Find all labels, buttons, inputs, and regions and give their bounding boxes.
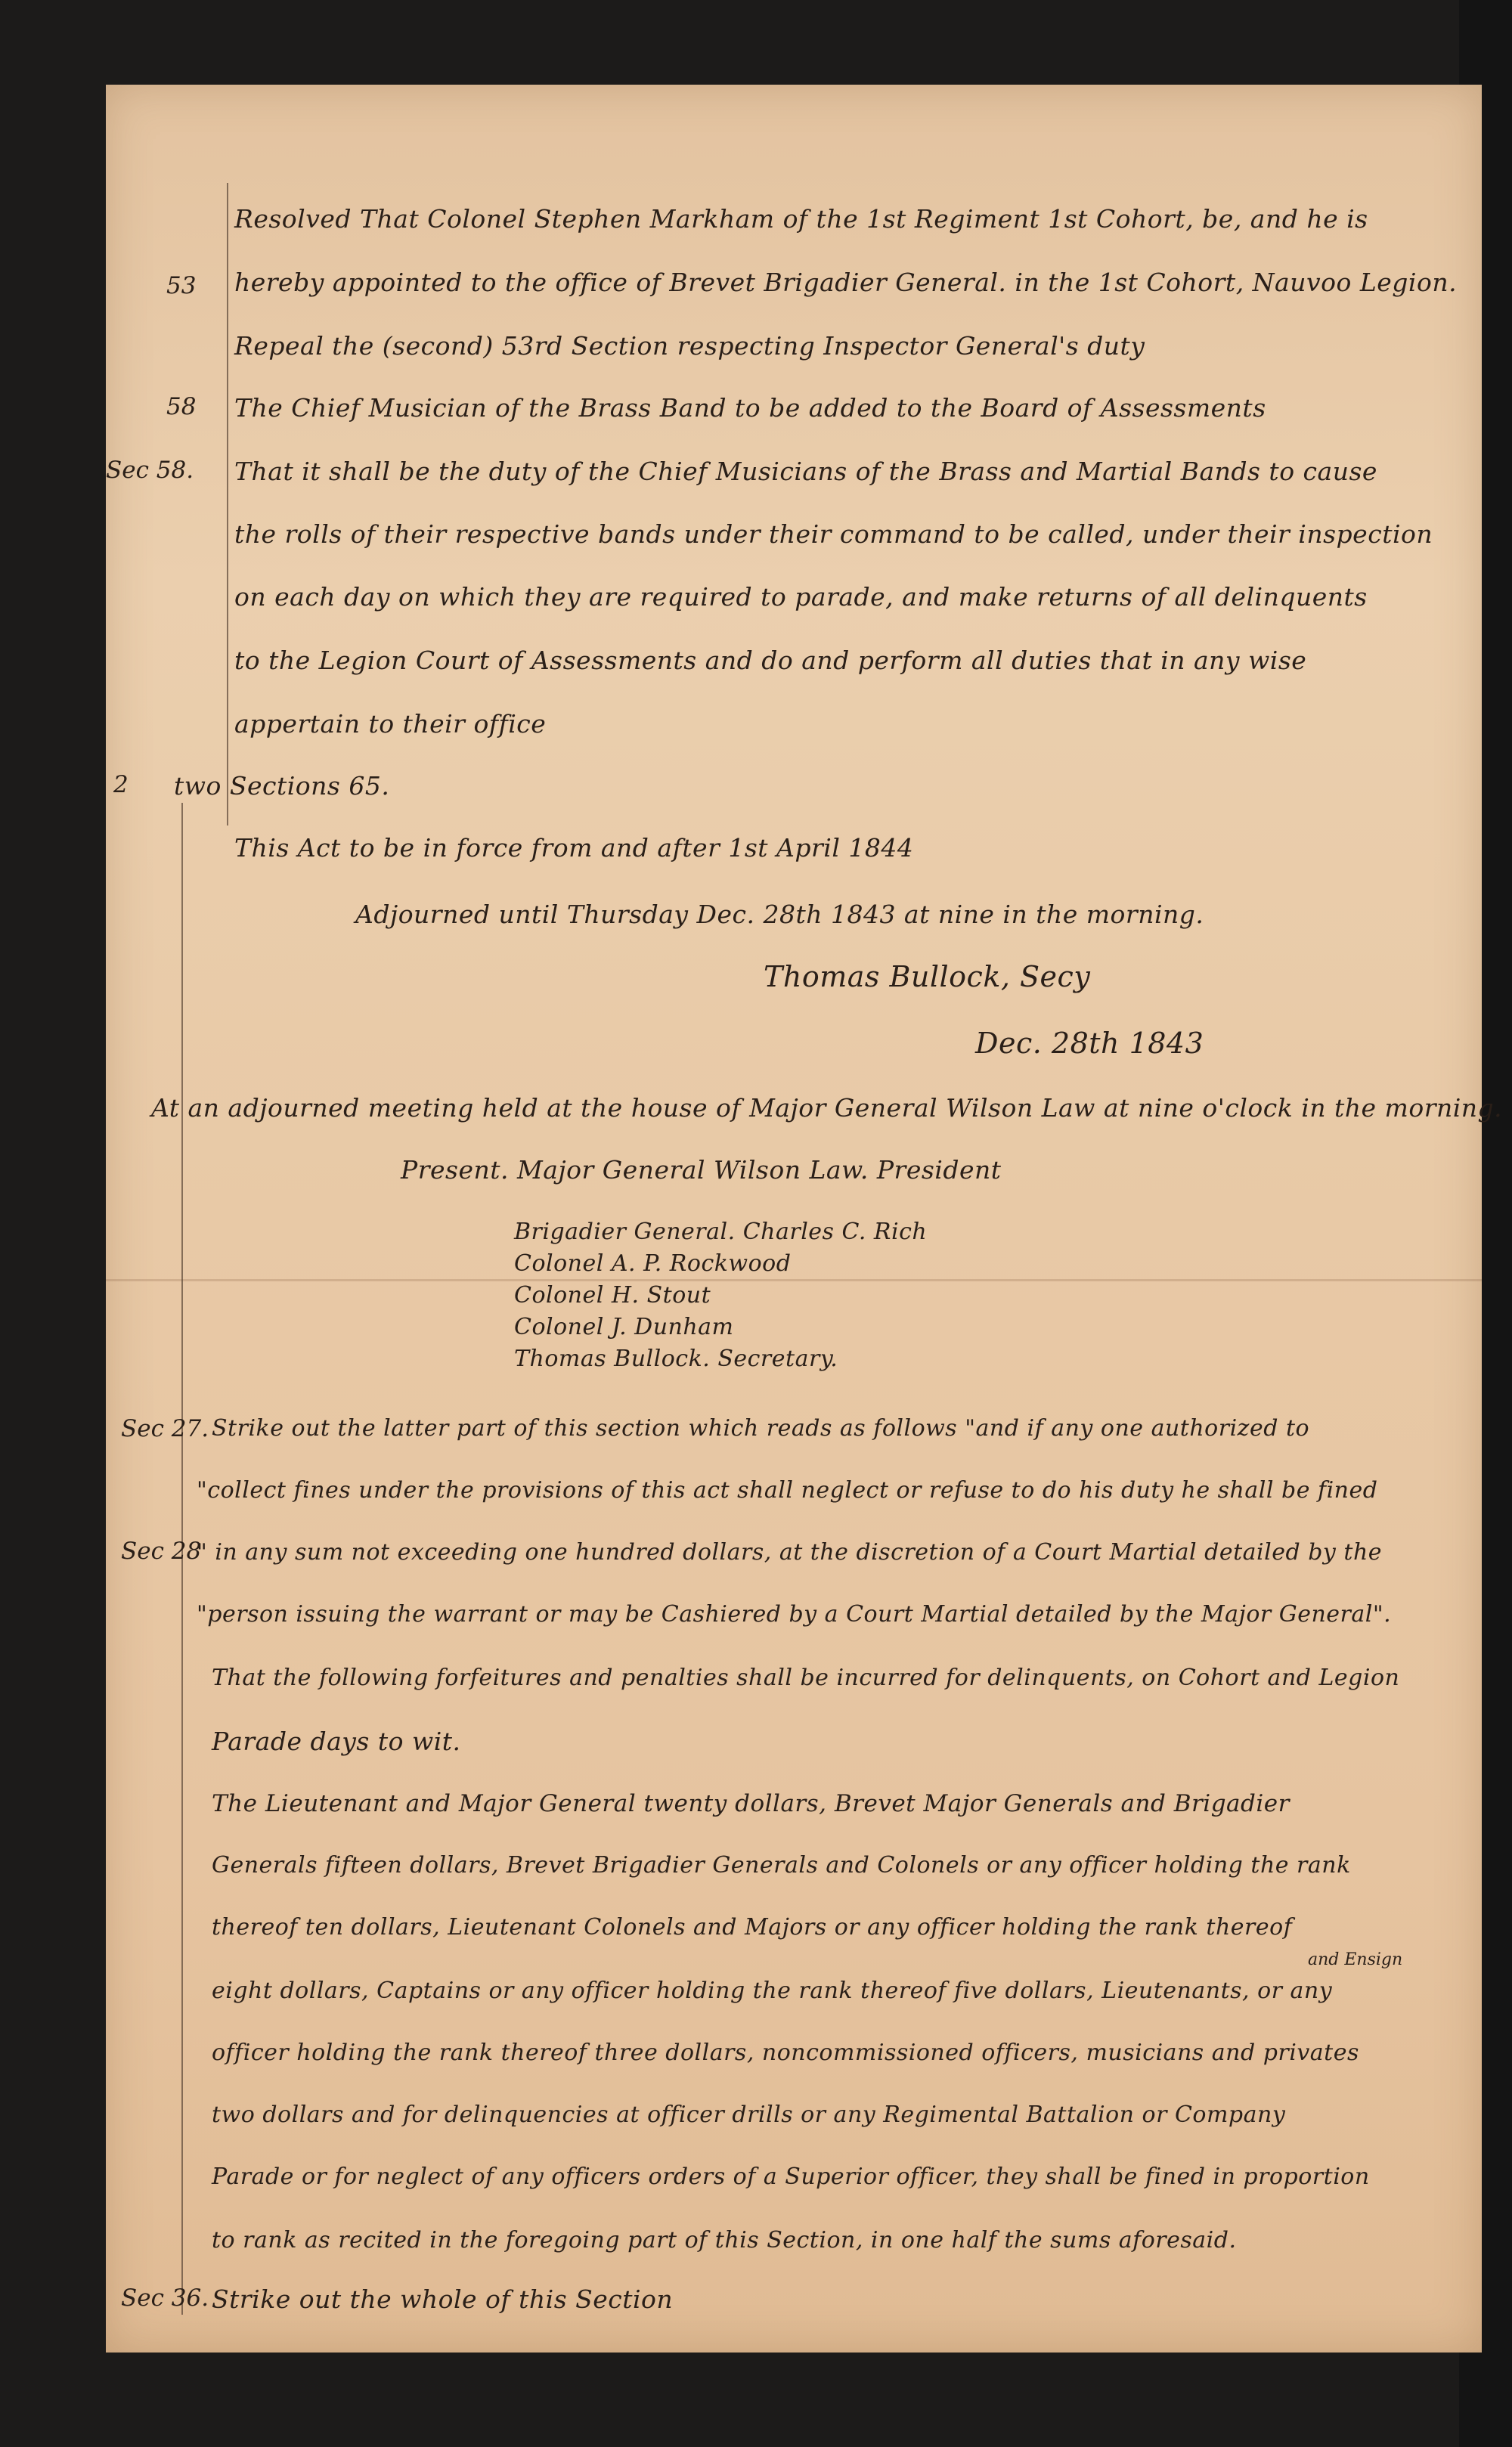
- margin-note: Sec 27.: [121, 1415, 209, 1442]
- text-line: That the following forfeitures and penalties shall be incurred for delinquents, on Cohort and Legion: [212, 1665, 1400, 1691]
- signature-line: Thomas Bullock, Secy: [764, 960, 1091, 993]
- text-line: Strike out the latter part of this section which reads as follows "and if any one authorized to: [212, 1415, 1310, 1442]
- text-line: At an adjourned meeting held at the house of Major General Wilson Law at nine o'clock in the morning.: [151, 1093, 1503, 1123]
- text-line: This Act to be in force from and after 1st April 1844: [234, 833, 914, 863]
- text-line: The Chief Musician of the Brass Band to be added to the Board of Assessments: [234, 393, 1266, 423]
- text-line: " in any sum not exceeding one hundred dollars, at the discretion of a Court Martial detailed by the: [197, 1539, 1383, 1566]
- text-line: the rolls of their respective bands under their command to be called, under their inspection: [234, 519, 1433, 549]
- attendee-line: Brigadier General. Charles C. Rich: [514, 1219, 928, 1245]
- margin-note: 58: [166, 393, 197, 420]
- margin-note: 53: [166, 272, 197, 299]
- text-line: hereby appointed to the office of Brevet Brigadier General. in the 1st Cohort, Nauvoo Legion.: [234, 268, 1458, 297]
- margin-bracket: [227, 183, 228, 825]
- text-line: Adjourned until Thursday Dec. 28th 1843 at nine in the morning.: [355, 900, 1204, 929]
- text-line: thereof ten dollars, Lieutenant Colonels and Majors or any officer holding the rank thereof: [212, 1914, 1293, 1941]
- text-line: "collect fines under the provisions of this act shall neglect or refuse to do his duty he shall be fined: [197, 1477, 1378, 1504]
- text-line: Strike out the whole of this Section: [212, 2284, 674, 2314]
- text-line: Generals fifteen dollars, Brevet Brigadier Generals and Colonels or any officer holding the rank: [212, 1852, 1351, 1879]
- text-line: two Sections 65.: [174, 771, 390, 801]
- text-line: officer holding the rank thereof three dollars, noncommissioned officers, musicians and privates: [212, 2040, 1359, 2066]
- margin-note: Sec 28: [121, 1538, 202, 1565]
- date-line: Dec. 28th 1843: [975, 1027, 1204, 1060]
- text-line: "person issuing the warrant or may be Cashiered by a Court Martial detailed by the Major General".: [197, 1601, 1392, 1628]
- margin-note: 2: [113, 771, 129, 798]
- text-line: appertain to their office: [234, 709, 547, 739]
- text-line: Parade or for neglect of any officers orders of a Superior officer, they shall be fined in proportion: [212, 2164, 1370, 2190]
- manuscript-page: [106, 85, 1503, 2353]
- text-line: two dollars and for delinquencies at officer drills or any Regimental Battalion or Company: [212, 2102, 1286, 2128]
- text-line: on each day on which they are required to parade, and make returns of all delinquents: [234, 582, 1368, 612]
- fold-crease: [106, 1279, 1482, 1281]
- text-line: to rank as recited in the foregoing part of this Section, in one half the sums aforesaid.: [212, 2227, 1237, 2253]
- margin-note: Sec 58.: [106, 457, 194, 484]
- text-line: The Lieutenant and Major General twenty dollars, Brevet Major Generals and Brigadier: [212, 1790, 1290, 1817]
- margin-note: Sec 36.: [121, 2284, 209, 2312]
- attendee-line: Thomas Bullock. Secretary.: [514, 1346, 838, 1372]
- text-line: Parade days to wit.: [212, 1727, 461, 1756]
- text-line: Resolved That Colonel Stephen Markham of the 1st Regiment 1st Cohort, be, and he is: [234, 204, 1368, 234]
- insertion-note: and Ensign: [1308, 1950, 1403, 1969]
- text-line: That it shall be the duty of the Chief Musicians of the Brass and Martial Bands to cause: [234, 457, 1377, 486]
- attendee-line: Colonel A. P. Rockwood: [514, 1250, 792, 1277]
- attendee-line: Colonel J. Dunham: [514, 1314, 734, 1340]
- text-line: Present. Major General Wilson Law. President: [401, 1155, 1002, 1185]
- attendee-line: Colonel H. Stout: [514, 1282, 711, 1309]
- text-line: to the Legion Court of Assessments and do and perform all duties that in any wise: [234, 646, 1307, 675]
- text-line: eight dollars, Captains or any officer holding the rank thereof five dollars, Lieutenants, or any: [212, 1978, 1333, 2004]
- text-line: Repeal the (second) 53rd Section respecting Inspector General's duty: [234, 331, 1145, 361]
